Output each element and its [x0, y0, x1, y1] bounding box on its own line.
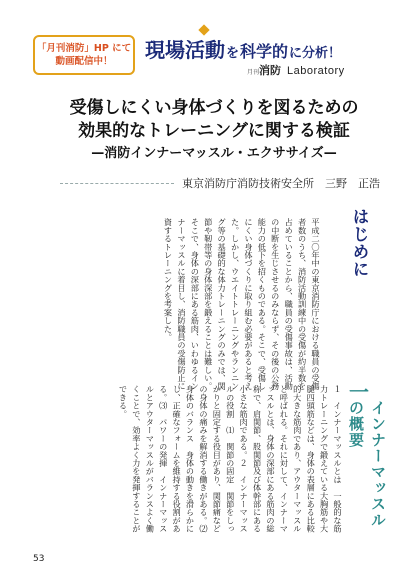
series-small: 月刊 — [247, 69, 260, 76]
headline-part5: に分析！ — [289, 46, 342, 61]
video-badge[interactable] — [33, 35, 135, 75]
series-label — [247, 62, 387, 78]
badge-line1: 「月刊消防」HP にて — [36, 43, 132, 54]
section-headline — [145, 34, 385, 62]
title-line1: 受傷しにくい身体づくりを図るための — [69, 98, 359, 118]
headline-part1: 現場 — [145, 38, 185, 62]
article-title — [64, 97, 364, 164]
byline — [60, 175, 380, 191]
headline-part3: を — [226, 46, 240, 61]
series-brand: 消防 — [259, 64, 282, 77]
byline-rule — [60, 183, 174, 184]
chapter-body: １ インナーマッスルとは 一般的な筋力トレーニングで鍛えている大胸筋や大腿四頭筋などは、身体の表層にある比較的大きな筋肉であり、アウターマッスルと呼ばれる。それに対して、インナーマッスルとは、身体の深部にある筋肉の総称で、肩関節、股関節及び体幹部にある小さな筋肉である。２ インナーマッスルの役割 ⑴ 関節の固定 関節をしっかりと固定する役目があり、関節痛などの身体の痛みを解消する働きがある。⑵ 身体のバランス 身体の動きを滑らかにし、正確なフォームを維持する役割がある。⑶ パワーの発揮 インナーマッスルとアウターマッスルがバランスよく働くことで、効率よく力を発揮することができる。 — [118, 385, 343, 541]
badge-line2: 動画配信中！ — [55, 56, 113, 67]
article-subtitle: —消防インナーマッスル・エクササイズ— — [91, 146, 337, 161]
series-english: Laboratory — [287, 65, 345, 77]
author: 東京消防庁消防技術安全所 三野 正浩 — [182, 177, 380, 190]
chapter-title: インナーマッスルの概要 — [347, 400, 387, 528]
page-number: 53 — [33, 554, 45, 564]
headline-part4: 科学的 — [240, 42, 289, 61]
intro-heading: はじめに — [350, 208, 369, 278]
headline-part2: 活動 — [185, 38, 225, 62]
chapter-number: 一 — [349, 380, 369, 404]
title-line2: 効果的なトレーニングに関する検証 — [78, 121, 350, 141]
intro-body: 平成二〇年中の東京消防庁における職員の受傷者数のうち、消防活動訓練中の受傷が約半数を占めていることから、職員の受傷事故は、活動の中断を生じさせるのみならず、その後の公務能力の低下を招くものである。そこで、受傷しにくい身体づくりに取り組む必要があると考えた。しかし、ウエイトトレーニングやランニング等の基礎的な体力トレーニングのみでは、関節や靭帯等の身体深部を鍛えることは難しい。そこで、身体の深部にある筋肉、いわゆるインナーマッスルに着目し、消防職員の受傷防止に資するトレーニングを考案した。 — [163, 218, 321, 391]
